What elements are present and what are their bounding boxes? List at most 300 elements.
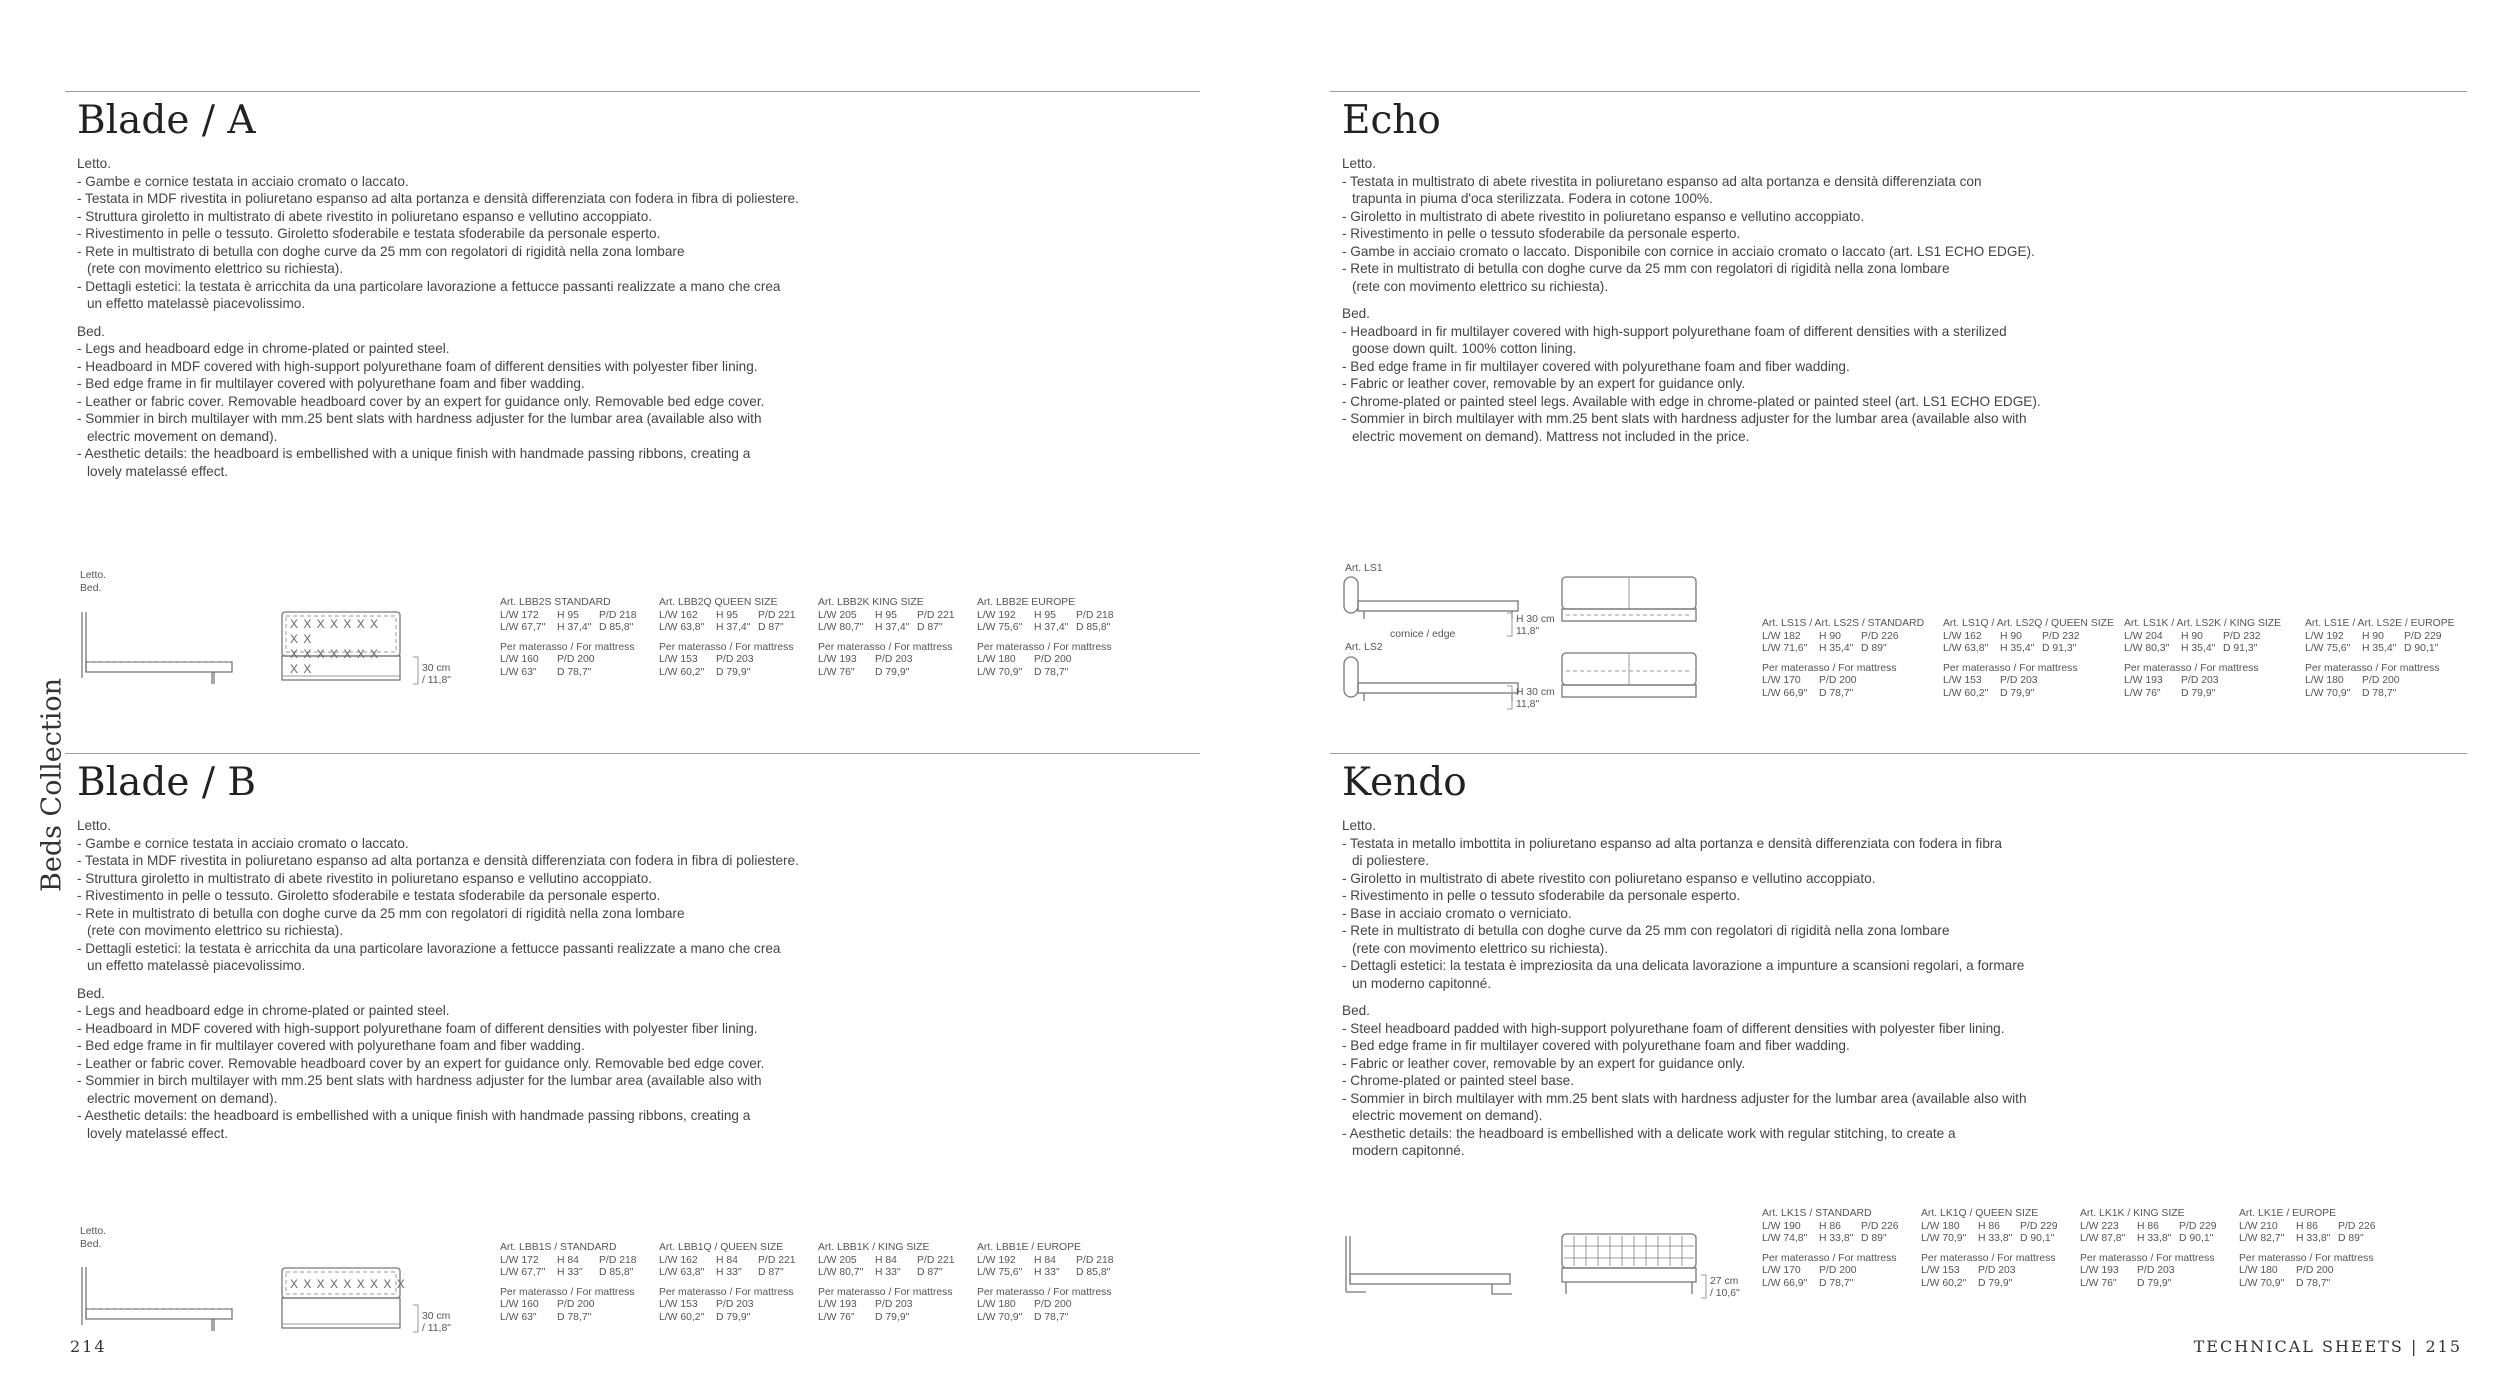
- spec-value: P/D 218: [599, 1254, 637, 1266]
- spec-dimension-row: [977, 1255, 1128, 1268]
- description-line: - Fabric or leather cover, removable by an expert for guidance only.: [1342, 1055, 1746, 1071]
- spec-article-name: Art. LBB2K KING SIZE: [818, 597, 924, 608]
- spec-dimension-row: [977, 1267, 1128, 1280]
- bed-side-view-drawing: [78, 1263, 238, 1338]
- spec-mattress-row: [1943, 675, 2114, 688]
- product-title: Echo: [1342, 98, 1441, 143]
- spec-value: D 91,3": [2223, 643, 2258, 655]
- spec-value: L/W 66,9": [1762, 687, 1808, 699]
- spec-value: D 87": [917, 1267, 943, 1279]
- spec-dimension-row: [2305, 643, 2456, 656]
- description-line: un effetto matelassè piacevolissimo.: [87, 296, 306, 311]
- spec-value: P/D 229: [2020, 1220, 2058, 1232]
- description-line: - Aesthetic details: the headboard is embellished with a unique finish with handmade passing ribbons, creating a: [77, 446, 751, 461]
- spec-value: H 84: [557, 1254, 579, 1266]
- spec-value: L/W 76": [818, 1311, 855, 1323]
- spec-value: L/W 160: [500, 654, 539, 666]
- spec-value: L/W 75,6": [977, 1267, 1023, 1279]
- height-in: / 10,6": [1710, 1288, 1740, 1299]
- description-line: - Legs and headboard edge in chrome-plated or painted steel.: [77, 341, 450, 356]
- bed-side-view-ls1: [1342, 575, 1522, 635]
- spec-value: H 90: [2362, 630, 2384, 642]
- spec-value: P/D 200: [1034, 654, 1072, 666]
- spec-mattress-row: [500, 1299, 651, 1312]
- description-line: - Base in acciaio cromato o verniciato.: [1342, 905, 1572, 921]
- spec-value: D 87": [758, 622, 784, 634]
- spec-value: H 84: [716, 1254, 738, 1266]
- spec-value: D 85,8": [599, 622, 634, 634]
- spec-mattress-row: [659, 1299, 810, 1312]
- height-in: / 11,8": [422, 1323, 451, 1334]
- spec-mattress-row: [977, 1312, 1128, 1325]
- spec-value: L/W 160: [500, 1299, 539, 1311]
- spec-gap: [2124, 656, 2281, 663]
- bed-side-view-ls2: [1342, 655, 1522, 715]
- spec-value: H 33,8": [2296, 1233, 2331, 1245]
- spec-column: [977, 597, 1128, 680]
- description-line: - Fabric or leather cover, removable by an expert for guidance only.: [1342, 376, 1746, 391]
- height-note: [422, 1311, 451, 1335]
- spec-value: H 35,4": [2181, 643, 2216, 655]
- spec-value: P/D 203: [716, 1299, 754, 1311]
- spec-value: D 78,7": [1819, 687, 1854, 699]
- spec-dimension-row: [1762, 1221, 1913, 1234]
- description-line: electric movement on demand).: [1352, 1108, 1543, 1123]
- spec-column: [659, 597, 810, 680]
- spec-value: L/W 162: [659, 1254, 698, 1266]
- spec-value: P/D 203: [1978, 1265, 2016, 1277]
- spec-mattress-row: [500, 667, 651, 680]
- spec-value: P/D 226: [1861, 1220, 1899, 1232]
- spec-value: H 33,8": [2137, 1233, 2172, 1245]
- product-title: Blade / A: [77, 98, 256, 143]
- rule-top-right: [1330, 91, 2467, 92]
- spec-value: H 33": [557, 1267, 583, 1279]
- spec-value: D 79,9": [2181, 687, 2216, 699]
- spec-value: L/W 192: [977, 609, 1016, 621]
- description-line: (rete con movimento elettrico su richiesta).: [1352, 940, 1609, 956]
- spec-mattress-row: [977, 667, 1128, 680]
- description-line: (rete con movimento elettrico su richiesta).: [87, 923, 344, 938]
- spec-value: H 37,4": [557, 622, 592, 634]
- spec-mattress-row: [500, 1312, 651, 1325]
- spec-mattress-label: Per materasso / For mattress: [2080, 1252, 2215, 1264]
- spec-gap: [818, 635, 969, 642]
- spec-mattress-label: Per materasso / For mattress: [2239, 1252, 2374, 1264]
- spec-value: L/W 63": [500, 1311, 537, 1323]
- spec-dimension-row: [1943, 643, 2114, 656]
- spec-column: [818, 1242, 969, 1325]
- spec-value: P/D 200: [557, 654, 595, 666]
- headboard-front-view-ls1: [1560, 575, 1700, 635]
- spec-value: L/W 192: [2305, 630, 2344, 642]
- spec-mattress-row: [977, 654, 1128, 667]
- spec-article-name: Art. LS1E / Art. LS2E / EUROPE: [2305, 618, 2455, 629]
- spec-value: L/W 180: [977, 654, 1016, 666]
- spec-value: P/D 203: [2000, 675, 2038, 687]
- spec-value: P/D 226: [2338, 1220, 2376, 1232]
- spec-article-name: Art. LS1K / Art. LS2K / KING SIZE: [2124, 618, 2282, 629]
- description-english: [77, 323, 977, 481]
- description-line: (rete con movimento elettrico su richiesta).: [1352, 278, 1609, 294]
- spec-gap: [1762, 656, 1924, 663]
- headboard-front-view-ls2: [1560, 651, 1700, 711]
- spec-mattress-label: Per materasso / For mattress: [2305, 662, 2440, 674]
- spec-value: P/D 232: [2223, 630, 2261, 642]
- spec-value: L/W 193: [2080, 1265, 2119, 1277]
- spec-column: [818, 597, 969, 680]
- height-in: 11,8": [1516, 626, 1540, 637]
- spec-mattress-row: [2124, 675, 2281, 688]
- product-description: [1342, 155, 2242, 445]
- headboard-pattern-label: [290, 617, 390, 677]
- spec-value: L/W 60,2": [659, 666, 705, 678]
- spec-mattress-row: [2305, 675, 2456, 688]
- description-line: - Testata in metallo imbottita in poliuretano espanso ad alta portanza e densità differenziata con fodera in fibra: [1342, 835, 2002, 851]
- description-line: - Sommier in birch multilayer with mm.25 bent slats with hardness adjuster for the lumbar area (available also with: [77, 411, 762, 426]
- spec-mattress-row: [2080, 1278, 2231, 1291]
- spec-value: L/W 63,8": [659, 1267, 705, 1279]
- spec-value: L/W 67,7": [500, 1267, 546, 1279]
- spec-value: L/W 205: [818, 609, 857, 621]
- spec-value: L/W 180: [977, 1299, 1016, 1311]
- height-cm: 30 cm: [422, 1311, 451, 1322]
- spec-value: D 89": [2338, 1233, 2364, 1245]
- spec-value: D 79,9": [2000, 687, 2035, 699]
- description-line: - Rete in multistrato di betulla con doghe curve da 25 mm con regolatori di rigidità nella zona lombare: [77, 905, 685, 921]
- spec-value: H 90: [2000, 630, 2022, 642]
- description-line: - Dettagli estetici: la testata è arricchita da una particolare lavorazione a fettucce passanti realizzate a mano che crea: [77, 940, 781, 956]
- height-note-ls1: [1516, 614, 1555, 638]
- spec-gap: [818, 1280, 969, 1287]
- spec-column: [500, 1242, 651, 1325]
- drawing-label-en: Bed.: [80, 1238, 102, 1250]
- spec-value: D 90,1": [2404, 643, 2439, 655]
- spec-value: D 78,7": [557, 666, 592, 678]
- drawing-label: [80, 570, 106, 595]
- pattern-row-1: X X X X X X X X X: [290, 617, 380, 646]
- description-italian: [1342, 817, 2242, 992]
- spec-value: H 95: [557, 609, 579, 621]
- spec-dimension-row: [659, 1255, 810, 1268]
- spec-value: H 35,4": [1819, 643, 1854, 655]
- spec-value: D 90,1": [2179, 1233, 2214, 1245]
- spec-column: [1762, 618, 1924, 701]
- height-bracket-icon: [1506, 612, 1514, 638]
- spec-value: L/W 210: [2239, 1220, 2278, 1232]
- spec-column: [1943, 618, 2114, 701]
- description-line: - Steel headboard padded with high-support polyurethane foam of different densities with polyester fiber lining.: [1342, 1020, 2005, 1036]
- spec-dimension-row: [818, 1267, 969, 1280]
- spec-value: H 37,4": [875, 622, 910, 634]
- spec-gap: [1921, 1246, 2072, 1253]
- spec-value: H 33": [716, 1267, 742, 1279]
- spec-value: H 86: [2296, 1220, 2318, 1232]
- description-line: - Chrome-plated or painted steel base.: [1342, 1073, 1574, 1088]
- description-line: - Aesthetic details: the headboard is embellished with a unique finish with handmade passing ribbons, creating a: [77, 1108, 751, 1123]
- description-heading: Letto.: [77, 818, 112, 833]
- spec-value: H 35,4": [2000, 643, 2035, 655]
- spec-value: L/W 71,6": [1762, 643, 1808, 655]
- spec-article-name: Art. LBB1S / STANDARD: [500, 1242, 617, 1253]
- spec-article-name: Art. LS1S / Art. LS2S / STANDARD: [1762, 618, 1925, 629]
- spec-gap: [1762, 1246, 1913, 1253]
- spec-value: L/W 172: [500, 1254, 539, 1266]
- spec-gap: [2080, 1246, 2231, 1253]
- spec-value: H 95: [716, 609, 738, 621]
- spec-gap: [2305, 656, 2456, 663]
- spec-value: L/W 190: [1762, 1220, 1801, 1232]
- spec-gap: [659, 635, 810, 642]
- drawing-label-en: Bed.: [80, 582, 102, 594]
- spec-value: D 78,7": [1034, 1311, 1069, 1323]
- drawing-label-it: Letto.: [80, 570, 106, 581]
- spec-value: H 95: [1034, 609, 1056, 621]
- spec-value: L/W 76": [2080, 1277, 2117, 1289]
- spec-value: L/W 60,2": [1921, 1277, 1967, 1289]
- height-cm: H 30 cm: [1516, 687, 1555, 698]
- spec-value: L/W 180: [2239, 1265, 2278, 1277]
- spec-value: L/W 80,7": [818, 622, 864, 634]
- spec-mattress-row: [1762, 1278, 1913, 1291]
- spec-mattress-row: [2124, 688, 2281, 701]
- description-line: - Giroletto in multistrato di abete rivestito in poliuretano espanso e vellutino accoppiato.: [1342, 208, 1865, 224]
- spec-mattress-row: [977, 1299, 1128, 1312]
- spec-value: L/W 76": [2124, 687, 2161, 699]
- art-ls1-label: Art. LS1: [1345, 563, 1383, 574]
- spec-mattress-row: [2305, 688, 2456, 701]
- spec-dimension-row: [818, 610, 969, 623]
- height-note: [1710, 1276, 1740, 1300]
- description-line: - Giroletto in multistrato di abete rivestito con poliuretano espanso e vellutino accoppiato.: [1342, 870, 1876, 886]
- spec-value: P/D 203: [875, 654, 913, 666]
- spec-value: L/W 170: [1762, 675, 1801, 687]
- section-echo: [1342, 98, 2242, 455]
- description-line: - Testata in MDF rivestita in poliuretano espanso ad alta portanza e densità differenziata con fodera in fibra di poliestere.: [77, 191, 799, 206]
- spec-gap: [1943, 656, 2114, 663]
- spec-value: P/D 221: [758, 609, 796, 621]
- headboard-front-view-drawing: [1560, 1232, 1700, 1302]
- spec-value: L/W 193: [2124, 675, 2163, 687]
- description-line: - Rivestimento in pelle o tessuto sfoderabile da personale esperto.: [1342, 888, 1741, 903]
- rule-mid-left: [65, 753, 1200, 754]
- height-cm: H 30 cm: [1516, 614, 1555, 625]
- spec-value: L/W 82,7": [2239, 1233, 2285, 1245]
- spec-column: [2124, 618, 2281, 701]
- spec-dimension-row: [2080, 1221, 2231, 1234]
- spec-value: D 78,7": [2362, 687, 2397, 699]
- description-italian: [77, 155, 977, 313]
- spec-value: L/W 70,9": [2239, 1277, 2285, 1289]
- spec-value: P/D 229: [2404, 630, 2442, 642]
- description-line: - Rete in multistrato di betulla con doghe curve da 25 mm con regolatori di rigidità nella zona lombare: [1342, 923, 1950, 938]
- description-line: (rete con movimento elettrico su richiesta).: [87, 261, 344, 276]
- spec-value: D 90,1": [2020, 1233, 2055, 1245]
- pattern-row-2: X X X X X X X X X: [290, 647, 380, 676]
- spec-dimension-row: [2124, 643, 2281, 656]
- spec-dimension-row: [2305, 631, 2456, 644]
- spec-article-name: Art. LBB2E EUROPE: [977, 597, 1076, 608]
- spec-value: P/D 203: [2137, 1265, 2175, 1277]
- drawing-label-it: Letto.: [80, 1226, 106, 1237]
- spec-value: L/W 80,3": [2124, 643, 2170, 655]
- spec-mattress-label: Per materasso / For mattress: [1762, 1252, 1897, 1264]
- spec-mattress-label: Per materasso / For mattress: [659, 641, 794, 653]
- spec-value: P/D 203: [2181, 675, 2219, 687]
- spec-value: L/W 180: [1921, 1220, 1960, 1232]
- spec-mattress-row: [2080, 1265, 2231, 1278]
- spec-value: L/W 75,6": [977, 622, 1023, 634]
- description-line: - Rete in multistrato di betulla con doghe curve da 25 mm con regolatori di rigidità nella zona lombare: [77, 243, 685, 259]
- spec-value: L/W 193: [818, 654, 857, 666]
- spec-value: L/W 170: [1762, 1265, 1801, 1277]
- spec-value: D 78,7": [1034, 666, 1069, 678]
- spec-mattress-label: Per materasso / For mattress: [500, 1286, 635, 1298]
- description-line: - Rete in multistrato di betulla con doghe curve da 25 mm con regolatori di rigidità nella zona lombare: [1342, 261, 1950, 276]
- description-line: - Bed edge frame in fir multilayer covered with polyurethane foam and fiber wadding.: [77, 1038, 585, 1053]
- spec-dimension-row: [1921, 1233, 2072, 1246]
- spec-column: [2305, 618, 2456, 701]
- height-bracket-icon: [1506, 685, 1514, 711]
- spec-value: H 33,8": [1819, 1233, 1854, 1245]
- description-line: - Sommier in birch multilayer with mm.25 bent slats with hardness adjuster for the lumbar area (available also with: [77, 1073, 762, 1088]
- spec-mattress-label: Per materasso / For mattress: [659, 1286, 794, 1298]
- spec-gap: [977, 635, 1128, 642]
- pattern-row-1: X X X X X X X X X: [290, 1277, 406, 1291]
- spec-column: [500, 597, 651, 680]
- description-english: [77, 985, 977, 1143]
- spec-article-name: Art. LK1K / KING SIZE: [2080, 1208, 2185, 1219]
- bed-side-view-drawing: [1342, 1232, 1522, 1302]
- product-title: Kendo: [1342, 760, 1467, 805]
- spec-gap: [500, 635, 651, 642]
- spec-value: L/W 76": [818, 666, 855, 678]
- spec-value: H 90: [2181, 630, 2203, 642]
- description-heading: Bed.: [77, 323, 105, 339]
- spec-value: L/W 162: [659, 609, 698, 621]
- spec-value: P/D 218: [599, 609, 637, 621]
- description-line: - Gambe in acciaio cromato o laccato. Disponibile con cornice in acciaio cromato o laccato (art. LS1 ECHO EDGE).: [1342, 243, 2035, 259]
- height-cm: 30 cm: [422, 663, 451, 674]
- spec-dimension-row: [1943, 631, 2114, 644]
- spec-value: H 33": [875, 1267, 901, 1279]
- spec-value: L/W 172: [500, 609, 539, 621]
- spec-mattress-row: [818, 654, 969, 667]
- spec-value: H 33,8": [1978, 1233, 2013, 1245]
- description-line: lovely matelassé effect.: [87, 463, 229, 479]
- section-blade-a: [77, 98, 977, 490]
- spec-value: D 89": [1861, 643, 1887, 655]
- spec-dimension-row: [500, 610, 651, 623]
- description-line: un moderno capitonné.: [1352, 975, 1492, 991]
- spec-value: L/W 204: [2124, 630, 2163, 642]
- description-line: un effetto matelassè piacevolissimo.: [87, 958, 306, 973]
- description-line: - Chrome-plated or painted steel legs. Available with edge in chrome-plated or painted steel (art. LS1 ECHO EDGE).: [1342, 393, 2041, 409]
- description-line: - Dettagli estetici: la testata è impreziosita da una delicata lavorazione a impunture a scansioni regolari, a formare: [1342, 958, 2025, 973]
- spec-column: [659, 1242, 810, 1325]
- page-number-left: 214: [70, 1337, 107, 1356]
- spec-article-name: Art. LBB1K / KING SIZE: [818, 1242, 930, 1253]
- spec-value: P/D 218: [1076, 609, 1114, 621]
- spec-dimension-row: [977, 622, 1128, 635]
- headboard-pattern-label: [290, 1277, 406, 1292]
- spec-value: D 79,9": [1978, 1277, 2013, 1289]
- rule-top-left: [65, 91, 1200, 92]
- description-line: - Headboard in MDF covered with high-support polyurethane foam of different densities with polyester fiber lining.: [77, 358, 758, 374]
- spec-value: P/D 203: [716, 654, 754, 666]
- description-line: - Bed edge frame in fir multilayer covered with polyurethane foam and fiber wadding.: [1342, 1038, 1850, 1053]
- description-line: - Leather or fabric cover. Removable headboard cover by an expert for guidance only. Removable bed edge cover.: [77, 1055, 765, 1071]
- description-line: electric movement on demand).: [87, 1090, 278, 1106]
- height-in: 11,8": [1516, 699, 1540, 710]
- spec-dimension-row: [659, 610, 810, 623]
- spec-article-name: Art. LK1Q / QUEEN SIZE: [1921, 1208, 2039, 1219]
- spec-mattress-label: Per materasso / For mattress: [977, 1286, 1112, 1298]
- spec-mattress-row: [2239, 1265, 2390, 1278]
- spec-mattress-label: Per materasso / For mattress: [1762, 662, 1897, 674]
- spec-mattress-label: Per materasso / For mattress: [1943, 662, 2078, 674]
- spec-gap: [2239, 1246, 2390, 1253]
- spec-dimension-row: [2080, 1233, 2231, 1246]
- height-in: / 11,8": [422, 675, 451, 686]
- spec-value: L/W 74,8": [1762, 1233, 1808, 1245]
- spec-value: L/W 223: [2080, 1220, 2119, 1232]
- spec-value: D 78,7": [1819, 1277, 1854, 1289]
- spec-value: D 78,7": [2296, 1277, 2331, 1289]
- spec-article-name: Art. LBB2Q QUEEN SIZE: [659, 597, 778, 608]
- spec-article-name: Art. LS1Q / Art. LS2Q / QUEEN SIZE: [1943, 618, 2114, 629]
- spec-value: D 79,9": [2137, 1277, 2172, 1289]
- spec-dimension-row: [818, 622, 969, 635]
- spec-value: L/W 75,6": [2305, 643, 2351, 655]
- product-description: [77, 155, 977, 480]
- description-line: - Leather or fabric cover. Removable headboard cover by an expert for guidance only. Removable bed edge cover.: [77, 393, 765, 409]
- spec-value: L/W 182: [1762, 630, 1801, 642]
- description-line: trapunta in piuma d'oca sterilizzata. Fodera in cotone 100%.: [1352, 191, 1713, 206]
- spec-mattress-row: [659, 667, 810, 680]
- spec-dimension-row: [2124, 631, 2281, 644]
- description-line: - Sommier in birch multilayer with mm.25 bent slats with hardness adjuster for the lumbar area (available also with: [1342, 1090, 2027, 1106]
- spec-gap: [500, 1280, 651, 1287]
- spec-value: D 79,9": [875, 666, 910, 678]
- description-english: [1342, 305, 2242, 445]
- spec-value: L/W 153: [659, 654, 698, 666]
- spec-column: [977, 1242, 1128, 1325]
- description-line: - Headboard in MDF covered with high-support polyurethane foam of different densities with polyester fiber lining.: [77, 1020, 758, 1036]
- spec-mattress-row: [500, 654, 651, 667]
- spec-value: L/W 60,2": [659, 1311, 705, 1323]
- spec-article-name: Art. LBB1E / EUROPE: [977, 1242, 1081, 1253]
- height-note-ls2: [1516, 687, 1555, 711]
- description-line: - Struttura giroletto in multistrato di abete rivestito in poliuretano espanso e vellutino accoppiato.: [77, 208, 653, 224]
- description-heading: Bed.: [77, 985, 105, 1001]
- height-bracket-icon: [412, 1304, 420, 1334]
- spec-value: H 33": [1034, 1267, 1060, 1279]
- spec-article-name: Art. LBB2S STANDARD: [500, 597, 611, 608]
- spec-article-name: Art. LK1S / STANDARD: [1762, 1208, 1872, 1219]
- description-line: - Rivestimento in pelle o tessuto sfoderabile da personale esperto.: [1342, 226, 1741, 241]
- description-line: - Dettagli estetici: la testata è arricchita da una particolare lavorazione a fettucce passanti realizzate a mano che crea: [77, 278, 781, 294]
- spec-value: D 91,3": [2042, 643, 2077, 655]
- spec-value: H 86: [1819, 1220, 1841, 1232]
- spec-value: P/D 232: [2042, 630, 2080, 642]
- description-line: - Bed edge frame in fir multilayer covered with polyurethane foam and fiber wadding.: [77, 376, 585, 391]
- spec-mattress-row: [1921, 1265, 2072, 1278]
- spec-value: D 85,8": [1076, 1267, 1111, 1279]
- spec-value: D 85,8": [599, 1267, 634, 1279]
- product-description: [77, 817, 977, 1142]
- spec-mattress-row: [659, 1312, 810, 1325]
